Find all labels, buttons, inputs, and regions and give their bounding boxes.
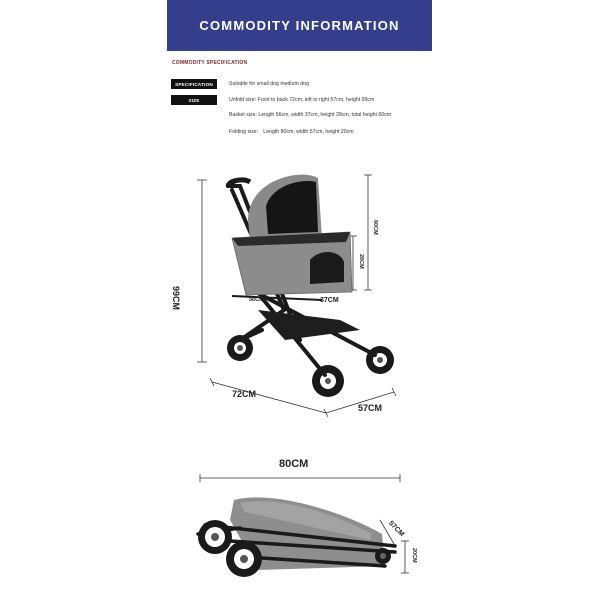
section-label: COMMODITY SPECIFICATION	[172, 60, 248, 66]
width-57cm-label: 57CM	[358, 403, 383, 413]
page-title: COMMODITY INFORMATION	[199, 18, 400, 33]
width-57cm-folded-label: 57CM	[387, 520, 406, 539]
height-99cm-label: 99CM	[171, 286, 181, 311]
specification-text: Suitable for small dog medium dog	[229, 81, 309, 87]
specification-badge: SPECIFICATION	[171, 79, 217, 89]
height-60cm-label: 60CM	[372, 220, 378, 235]
width-37cm-label: 37CM	[320, 297, 339, 304]
length-56cm-label: 56CM	[249, 297, 264, 303]
folding-size-text: Folding size： Length 80cm, width 57cm, height 20cm	[229, 129, 354, 135]
basket-size-text: Basket size: Length 56cm, width 37cm, height 28cm, total height 60cm	[229, 112, 392, 118]
height-28cm-label: 28CM	[358, 254, 364, 269]
size-badge: SIZE	[171, 95, 217, 105]
length-80cm-label: 80CM	[279, 458, 309, 470]
length-72cm-label: 72CM	[232, 389, 257, 399]
height-20cm-label: 20CM	[411, 548, 417, 563]
unfold-size-text: Unfold size: Front to back 72cm, left to right 57cm, height 99cm	[229, 97, 375, 103]
